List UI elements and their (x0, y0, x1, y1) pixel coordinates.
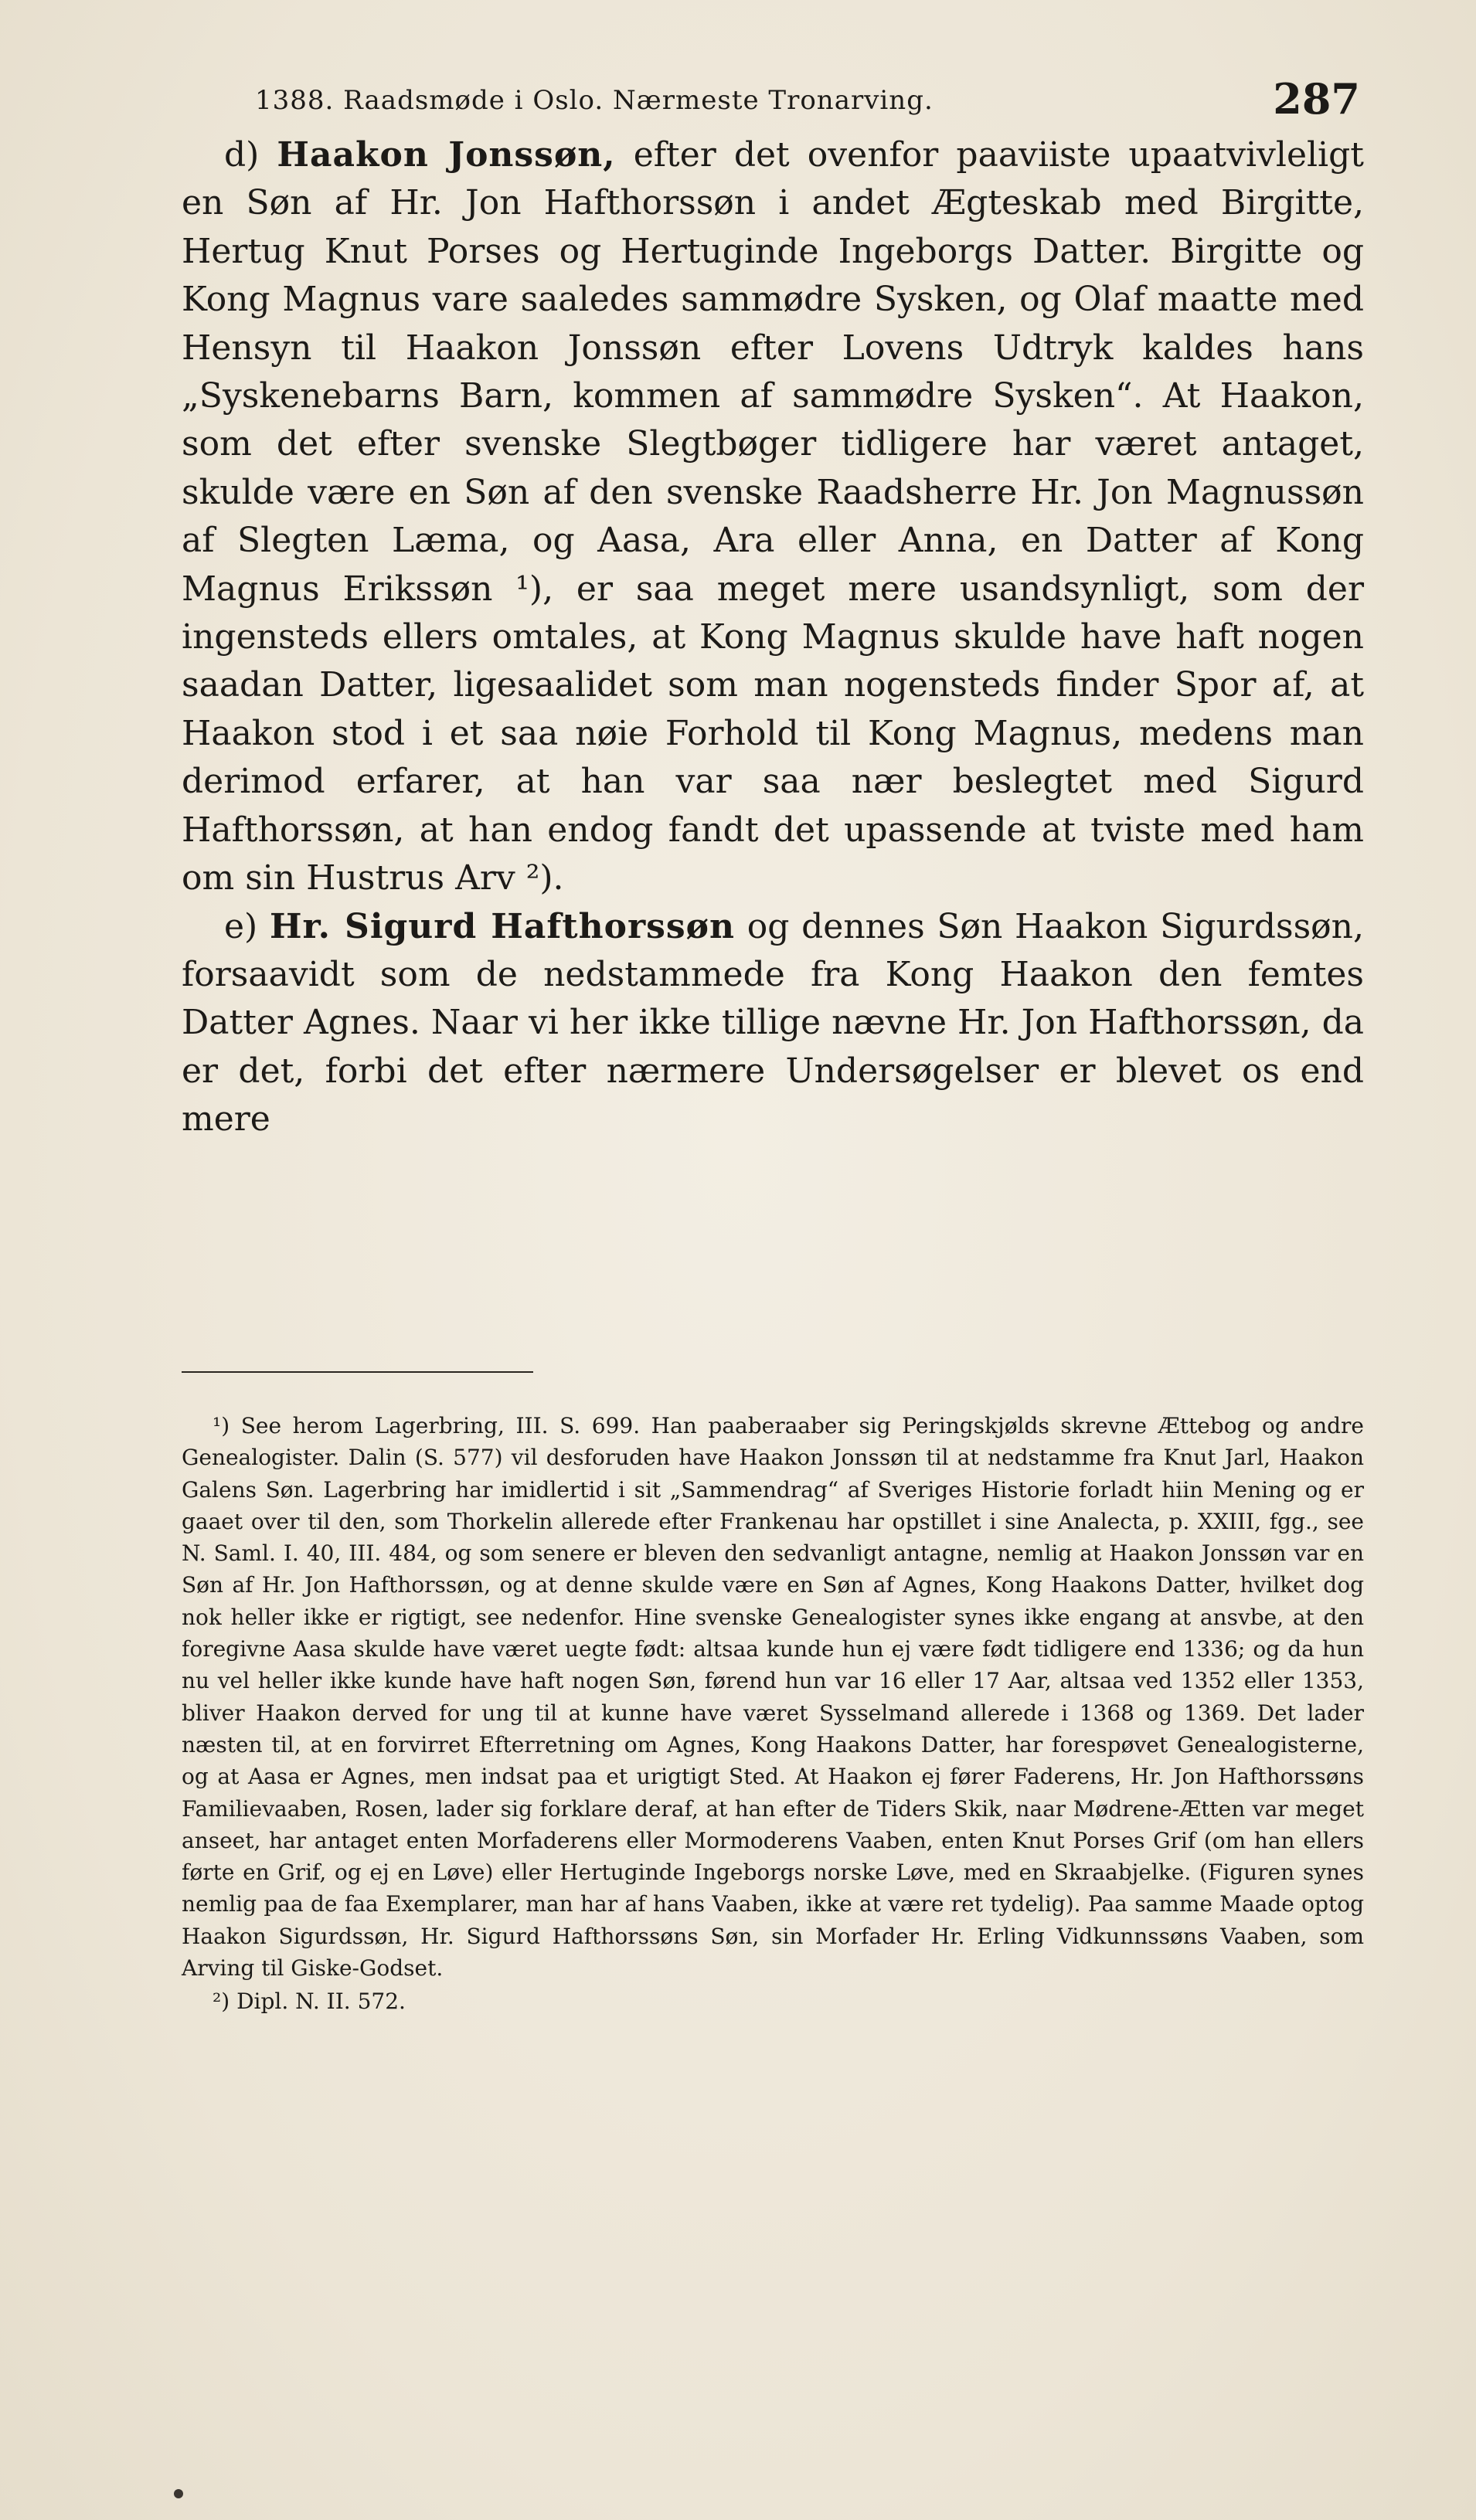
footnote-divider (182, 1371, 533, 1373)
footnotes (182, 1410, 1364, 2018)
footnote-1-marker: ¹) (213, 1413, 230, 1438)
paragraph-e (182, 903, 1364, 1144)
item-marker-d: d) (224, 135, 260, 175)
footnote-1-text: See herom Lagerbring, III. S. 699. Han paaberaaber sig Peringskjølds skrevne Ættebog og andre Genealogister. Dalin (S. 577) vil desforuden have Haakon Jonssøn til at nedstamme fra Knut Jarl, Haakon Galens Søn. Lagerbring har imidlertid i sit „Sammendrag“ af Sveriges Historie forladt hiin Mening og er gaaet over til den, som Thorkelin allerede efter Frankenau har opstillet i sine Analecta, p. XXIII, fgg., see N. Saml. I. 40, III. 484, og som senere er bleven den sedvanligt antagne, nemlig at Haakon Jonssøn var en Søn af Hr. Jon Hafthorssøn, og at denne skulde være en Søn af Agnes, Kong Haakons Datter, hvilket dog nok heller ikke er rigtigt, see nedenfor. Hine svenske Genealogister synes ikke engang at ansvbe, at den foregivne Aasa skulde have været uegte født: altsaa kunde hun ej være født tidligere end 1336; og da hun nu vel heller ikke kunde have haft nogen Søn, førend hun var 16 eller 17 Aar, altsaa ved 1352 eller 1353, bliver Haakon derved for ung til at kunne have været Sysselmand allerede i 1368 og 1369. Det lader næsten til, at en forvirret Efterretning om Agnes, Kong Haakons Datter, har forespøvet Genealogisterne, og at Aasa er Agnes, men indsat paa et urigtigt Sted. At Haakon ej fører Faderens, Hr. Jon Hafthorssøns Familievaaben, Rosen, lader sig forklare deraf, at han efter de Tiders Skik, naar Mødrene-Ætten var meget anseet, har antaget enten Morfaderens eller Mormoderens Vaaben, enten Knut Porses Grif (om han ellers førte en Grif, og ej en Løve) eller Hertuginde Ingeborgs norske Løve, med en Skraabjelke. (Figuren synes nemlig paa de faa Exemplarer, man har af hans Vaaben, ikke at være ret tydelig). Paa samme Maade optog Haakon Sigurdssøn, Hr. Sigurd Hafthorssøns Søn, sin Morfader Hr. Erling Vidkunnssøns Vaaben, som Arving til Giske-Godset. (182, 1413, 1365, 1982)
ink-spot (174, 2489, 183, 2498)
page-header (255, 70, 1360, 139)
footnote-2-marker: ²) (213, 1988, 230, 2015)
footnote-1 (182, 1410, 1364, 1984)
body-text (182, 131, 1364, 1144)
paragraph-e-text: og dennes Søn Haakon Sigurdssøn, forsaavidt som de nedstammede fra Kong Haakon den femtes Datter Agnes. Naar vi her ikke tillige nævne Hr. Jon Hafthorssøn, da er det, forbi det efter nærmere Undersøgelser er blevet os end mere (182, 906, 1364, 1139)
item-marker-e: e) (224, 906, 258, 946)
person-name-haakon-jonsson: Haakon Jonssøn, (277, 135, 616, 175)
page-number: 287 (1273, 74, 1360, 124)
paragraph-d-text: efter det ovenfor paaviiste upaatvivleligt en Søn af Hr. Jon Hafthorssøn i andet Ægteskab med Birgitte, Hertug Knut Porses og Hertuginde Ingeborgs Datter. Birgitte og Kong Magnus vare saaledes sammødre Sysken, og Olaf maatte med Hensyn til Haakon Jonssøn efter Lovens Udtryk kaldes hans „Syskenebarns Barn, kommen af sammødre Sysken“. At Haakon, som det efter svenske Slegtbøger tidligere har været antaget, skulde være en Søn af den svenske Raadsherre Hr. Jon Magnussøn af Slegten Læma, og Aasa, Ara eller Anna, en Datter af Kong Magnus Erikssøn ¹), er saa meget mere usandsynligt, som der ingensteds ellers omtales, at Kong Magnus skulde have haft nogen saadan Datter, ligesaalidet som man nogensteds finder Spor af, at Haakon stod i et saa nøie Forhold til Kong Magnus, medens man derimod erfarer, at han var saa nær beslegtet med Sigurd Hafthorssøn, at han endog fandt det upassende at tviste med ham om sin Hustrus Arv ²). (182, 135, 1364, 898)
running-head: 1388. Raadsmøde i Oslo. Nærmeste Tronarving. (255, 85, 934, 116)
paragraph-d (182, 131, 1364, 903)
person-name-sigurd-hafthorsson: Hr. Sigurd Hafthorssøn (269, 906, 736, 946)
footnote-2-text: Dipl. N. II. 572. (236, 1988, 406, 2015)
footnote-2 (182, 1985, 1364, 2017)
